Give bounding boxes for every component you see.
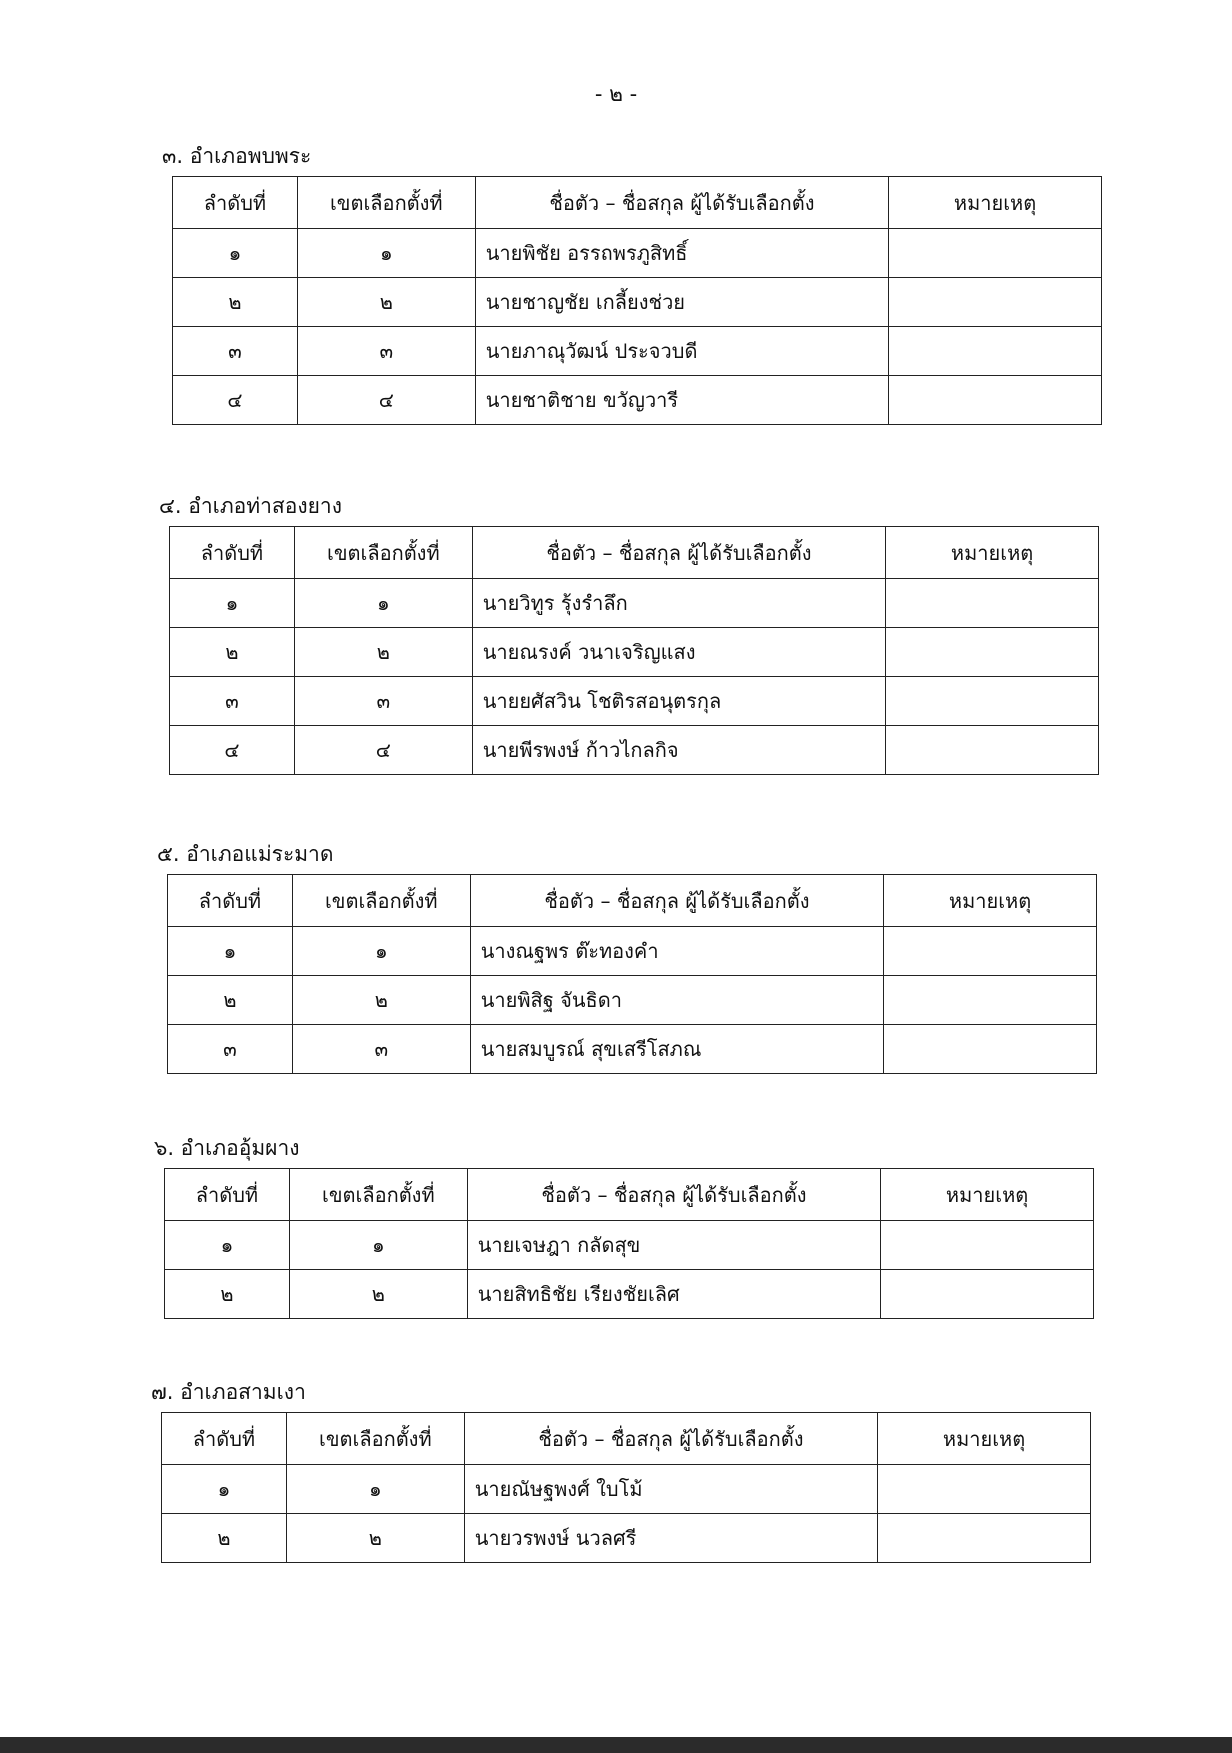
section-sam-ngao	[139, 1372, 1099, 1563]
cell-name: นายณรงค์ วนาเจริญแสง	[472, 628, 885, 677]
table-row	[162, 1514, 1091, 1563]
cell-remark	[881, 1270, 1094, 1319]
cell-order: ๒	[162, 1514, 287, 1563]
cell-order: ๒	[168, 976, 293, 1025]
table-row	[173, 376, 1102, 425]
table-row	[165, 1221, 1094, 1270]
cell-name: นายสิทธิชัย เรียงชัยเลิศ	[467, 1270, 880, 1319]
cell-zone: ๑	[292, 927, 470, 976]
cell-name: นายวรพงษ์ นวลศรี	[464, 1514, 877, 1563]
table-row	[168, 1025, 1097, 1074]
header-zone: เขตเลือกตั้งที่	[297, 177, 475, 229]
header-order: ลำดับที่	[170, 527, 295, 579]
cell-remark	[889, 278, 1102, 327]
cell-zone: ๓	[297, 327, 475, 376]
cell-remark	[886, 677, 1099, 726]
table-row	[170, 628, 1099, 677]
cell-name: นายภาณุวัฒน์ ประจวบดี	[475, 327, 888, 376]
results-table	[169, 526, 1099, 775]
header-remark: หมายเหตุ	[889, 177, 1102, 229]
cell-order: ๑	[173, 229, 298, 278]
cell-zone: ๔	[297, 376, 475, 425]
table-row	[173, 327, 1102, 376]
section-title: ๓. อำเภอพบพระ	[162, 144, 312, 168]
cell-zone: ๓	[294, 677, 472, 726]
cell-remark	[889, 229, 1102, 278]
cell-name: นายเจษฎา กลัดสุข	[467, 1221, 880, 1270]
cell-name: นายสมบูรณ์ สุขเสรีโสภณ	[470, 1025, 883, 1074]
section-title: ๕. อำเภอแม่ระมาด	[157, 842, 334, 866]
cell-order: ๓	[168, 1025, 293, 1074]
cell-order: ๔	[173, 376, 298, 425]
header-remark: หมายเหตุ	[886, 527, 1099, 579]
cell-zone: ๔	[294, 726, 472, 775]
table-header-row	[173, 177, 1102, 229]
cell-order: ๓	[173, 327, 298, 376]
section-title: ๖. อำเภออุ้มผาง	[154, 1136, 300, 1160]
cell-remark	[886, 628, 1099, 677]
header-zone: เขตเลือกตั้งที่	[286, 1413, 464, 1465]
header-order: ลำดับที่	[168, 875, 293, 927]
cell-remark	[889, 376, 1102, 425]
cell-zone: ๒	[294, 628, 472, 677]
cell-zone: ๑	[286, 1465, 464, 1514]
cell-order: ๒	[170, 628, 295, 677]
header-zone: เขตเลือกตั้งที่	[294, 527, 472, 579]
header-remark: หมายเหตุ	[881, 1169, 1094, 1221]
section-title: ๗. อำเภอสามเงา	[151, 1380, 306, 1404]
results-table	[172, 176, 1102, 425]
cell-zone: ๒	[289, 1270, 467, 1319]
table-row	[168, 976, 1097, 1025]
cell-order: ๑	[168, 927, 293, 976]
cell-zone: ๑	[297, 229, 475, 278]
table-header-row	[165, 1169, 1094, 1221]
scan-edge	[0, 1737, 1232, 1753]
cell-name: นายพิสิฐ จันธิดา	[470, 976, 883, 1025]
cell-remark	[886, 579, 1099, 628]
section-umphang	[142, 1128, 1102, 1319]
table-header-row	[162, 1413, 1091, 1465]
cell-zone: ๒	[286, 1514, 464, 1563]
cell-zone: ๒	[297, 278, 475, 327]
table-row	[170, 726, 1099, 775]
cell-zone: ๑	[289, 1221, 467, 1270]
section-title: ๔. อำเภอท่าสองยาง	[159, 494, 342, 518]
cell-remark	[884, 1025, 1097, 1074]
results-table	[167, 874, 1097, 1074]
cell-order: ๑	[165, 1221, 290, 1270]
cell-order: ๔	[170, 726, 295, 775]
cell-remark	[881, 1221, 1094, 1270]
cell-remark	[878, 1514, 1091, 1563]
cell-name: นายยศัสวิน โชติรสอนุตรกุล	[472, 677, 885, 726]
cell-zone: ๑	[294, 579, 472, 628]
page-number: - ๒ -	[594, 82, 638, 106]
cell-remark	[889, 327, 1102, 376]
cell-name: นางณฐพร ต๊ะทองคำ	[470, 927, 883, 976]
cell-order: ๑	[162, 1465, 287, 1514]
table-row	[170, 579, 1099, 628]
cell-remark	[884, 976, 1097, 1025]
section-tha-song-yang	[147, 486, 1107, 775]
table-header-row	[168, 875, 1097, 927]
results-table	[164, 1168, 1094, 1319]
cell-name: นายชาญชัย เกลี้ยงช่วย	[475, 278, 888, 327]
table-row	[173, 278, 1102, 327]
table-row	[162, 1465, 1091, 1514]
header-zone: เขตเลือกตั้งที่	[292, 875, 470, 927]
section-phop-phra	[150, 136, 1110, 425]
cell-name: นายณัษฐพงศ์ ใบโม้	[464, 1465, 877, 1514]
header-name: ชื่อตัว – ชื่อสกุล ผู้ได้รับเลือกตั้ง	[472, 527, 885, 579]
cell-remark	[884, 927, 1097, 976]
cell-zone: ๒	[292, 976, 470, 1025]
cell-order: ๓	[170, 677, 295, 726]
table-header-row	[170, 527, 1099, 579]
cell-name: นายวิทูร รุ้งรำลึก	[472, 579, 885, 628]
header-order: ลำดับที่	[173, 177, 298, 229]
header-zone: เขตเลือกตั้งที่	[289, 1169, 467, 1221]
table-row	[173, 229, 1102, 278]
cell-order: ๑	[170, 579, 295, 628]
cell-order: ๒	[165, 1270, 290, 1319]
header-name: ชื่อตัว – ชื่อสกุล ผู้ได้รับเลือกตั้ง	[464, 1413, 877, 1465]
header-name: ชื่อตัว – ชื่อสกุล ผู้ได้รับเลือกตั้ง	[467, 1169, 880, 1221]
cell-name: นายชาติชาย ขวัญวารี	[475, 376, 888, 425]
cell-zone: ๓	[292, 1025, 470, 1074]
cell-remark	[878, 1465, 1091, 1514]
table-row	[170, 677, 1099, 726]
cell-name: นายพีรพงษ์ ก้าวไกลกิจ	[472, 726, 885, 775]
section-mae-ramat	[145, 834, 1105, 1074]
header-remark: หมายเหตุ	[878, 1413, 1091, 1465]
header-order: ลำดับที่	[165, 1169, 290, 1221]
table-row	[165, 1270, 1094, 1319]
table-row	[168, 927, 1097, 976]
header-name: ชื่อตัว – ชื่อสกุล ผู้ได้รับเลือกตั้ง	[470, 875, 883, 927]
header-name: ชื่อตัว – ชื่อสกุล ผู้ได้รับเลือกตั้ง	[475, 177, 888, 229]
results-table	[161, 1412, 1091, 1563]
cell-name: นายพิชัย อรรถพรภูสิทธิ์	[475, 229, 888, 278]
header-remark: หมายเหตุ	[884, 875, 1097, 927]
header-order: ลำดับที่	[162, 1413, 287, 1465]
cell-remark	[886, 726, 1099, 775]
cell-order: ๒	[173, 278, 298, 327]
